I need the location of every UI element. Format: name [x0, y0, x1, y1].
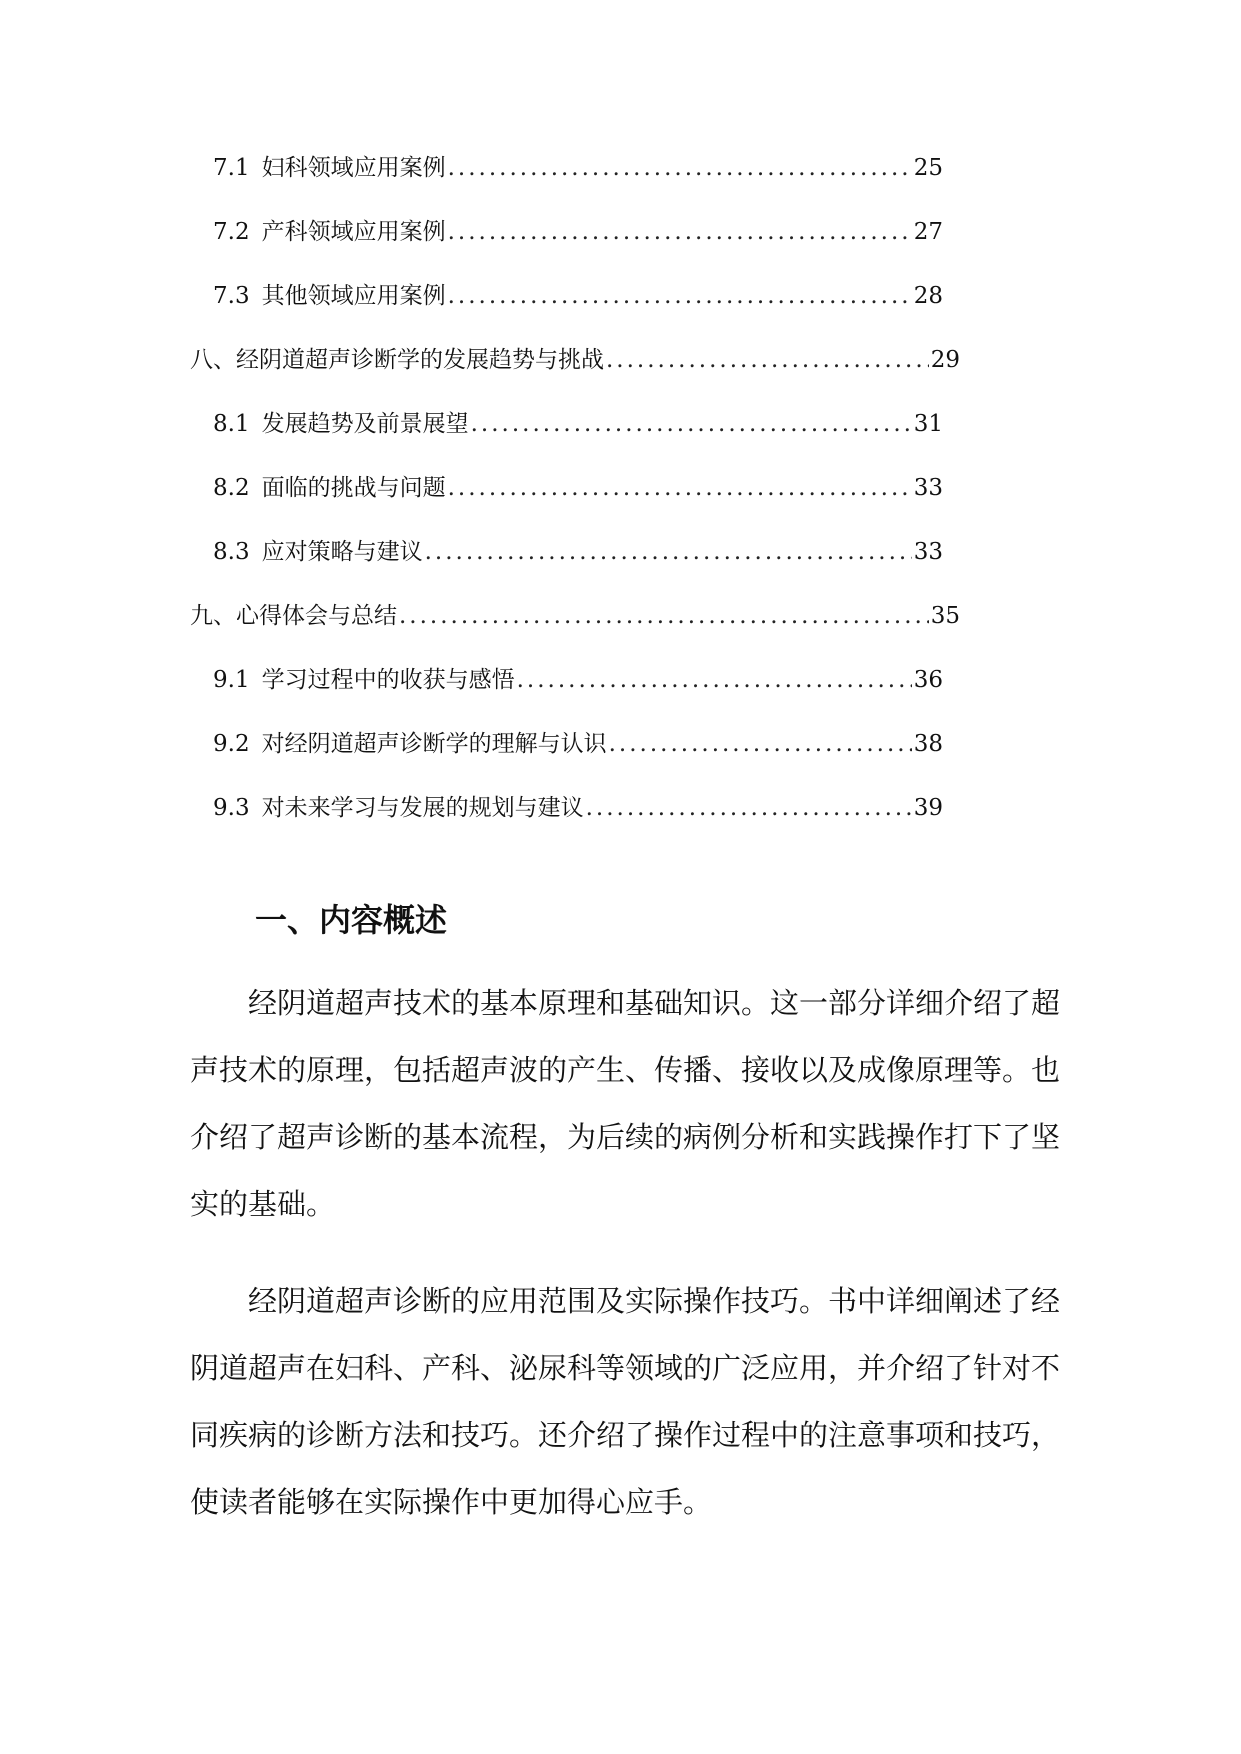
body-paragraph: 经阴道超声诊断的应用范围及实际操作技巧。书中详细阐述了经阴道超声在妇科、产科、泌尿科等领域的广泛应用，并介绍了针对不同疾病的诊断方法和技巧。还介绍了操作过程中的注意事项和技巧，使读者能够在实际操作中更加得心应手。	[190, 1284, 1061, 1519]
toc-entry-title: 对经阴道超声诊断学的理解与认识	[261, 731, 607, 757]
toc-entry-page: 33	[913, 475, 943, 501]
toc-entry-number: 9.1	[213, 667, 250, 693]
toc-dot-leader	[471, 406, 912, 442]
toc-entry[interactable]	[213, 790, 943, 826]
toc-entry[interactable]	[190, 598, 960, 634]
toc-entry-title: 其他领域应用案例	[261, 283, 446, 309]
toc-entry[interactable]	[190, 342, 960, 378]
toc-entry-number: 8.3	[213, 539, 250, 565]
toc-dot-leader	[425, 534, 912, 570]
toc-entry[interactable]	[213, 214, 943, 250]
toc-entry-number: 7.1	[213, 155, 250, 181]
toc-entry-number: 8.1	[213, 411, 250, 437]
toc-entry-number: 7.2	[213, 219, 250, 245]
toc-entry-number: 8.2	[213, 475, 250, 501]
toc-entry-title: 妇科领域应用案例	[261, 155, 446, 181]
toc-entry[interactable]	[213, 470, 943, 506]
toc-dot-leader	[609, 726, 912, 762]
toc-entry[interactable]	[213, 726, 943, 762]
toc-entry-title: 九、心得体会与总结	[190, 603, 397, 629]
toc-entry-page: 28	[913, 283, 943, 309]
section-heading: 一、内容概述	[255, 901, 448, 939]
toc-entry-number: 9.2	[213, 731, 250, 757]
toc-entry[interactable]	[213, 150, 943, 186]
toc-entry-title: 对未来学习与发展的规划与建议	[261, 795, 584, 821]
toc-entry-page: 25	[913, 155, 943, 181]
toc-entry-page: 35	[930, 603, 960, 629]
toc-entry-title: 面临的挑战与问题	[261, 475, 446, 501]
toc-entry-page: 39	[913, 795, 943, 821]
toc-dot-leader	[586, 790, 912, 826]
toc-dot-leader	[606, 342, 929, 378]
toc-dot-leader	[448, 278, 912, 314]
toc-dot-leader	[517, 662, 912, 698]
toc-entry[interactable]	[213, 278, 943, 314]
toc-entry-page: 31	[913, 411, 943, 437]
toc-entry-page: 27	[913, 219, 943, 245]
toc-entry-title: 产科领域应用案例	[261, 219, 446, 245]
toc-entry-page: 29	[930, 347, 960, 373]
toc-dot-leader	[448, 150, 912, 186]
toc-entry-title: 应对策略与建议	[261, 539, 423, 565]
toc-entry-title: 学习过程中的收获与感悟	[261, 667, 515, 693]
toc-dot-leader	[399, 598, 929, 634]
toc-dot-leader	[448, 470, 912, 506]
toc-entry[interactable]	[213, 534, 943, 570]
toc-entry[interactable]	[213, 406, 943, 442]
toc-entry-title: 发展趋势及前景展望	[261, 411, 469, 437]
body-paragraph: 经阴道超声技术的基本原理和基础知识。这一部分详细介绍了超声技术的原理，包括超声波的产生、传播、接收以及成像原理等。也介绍了超声诊断的基本流程，为后续的病例分析和实践操作打下了坚实的基础。	[190, 986, 1061, 1221]
toc-entry-page: 33	[913, 539, 943, 565]
toc-entry-number: 9.3	[213, 795, 250, 821]
toc-entry-page: 36	[913, 667, 943, 693]
toc-entry-title: 八、经阴道超声诊断学的发展趋势与挑战	[190, 347, 604, 373]
toc-entry-page: 38	[913, 731, 943, 757]
toc-entry[interactable]	[213, 662, 943, 698]
toc-dot-leader	[448, 214, 912, 250]
toc-entry-number: 7.3	[213, 283, 250, 309]
